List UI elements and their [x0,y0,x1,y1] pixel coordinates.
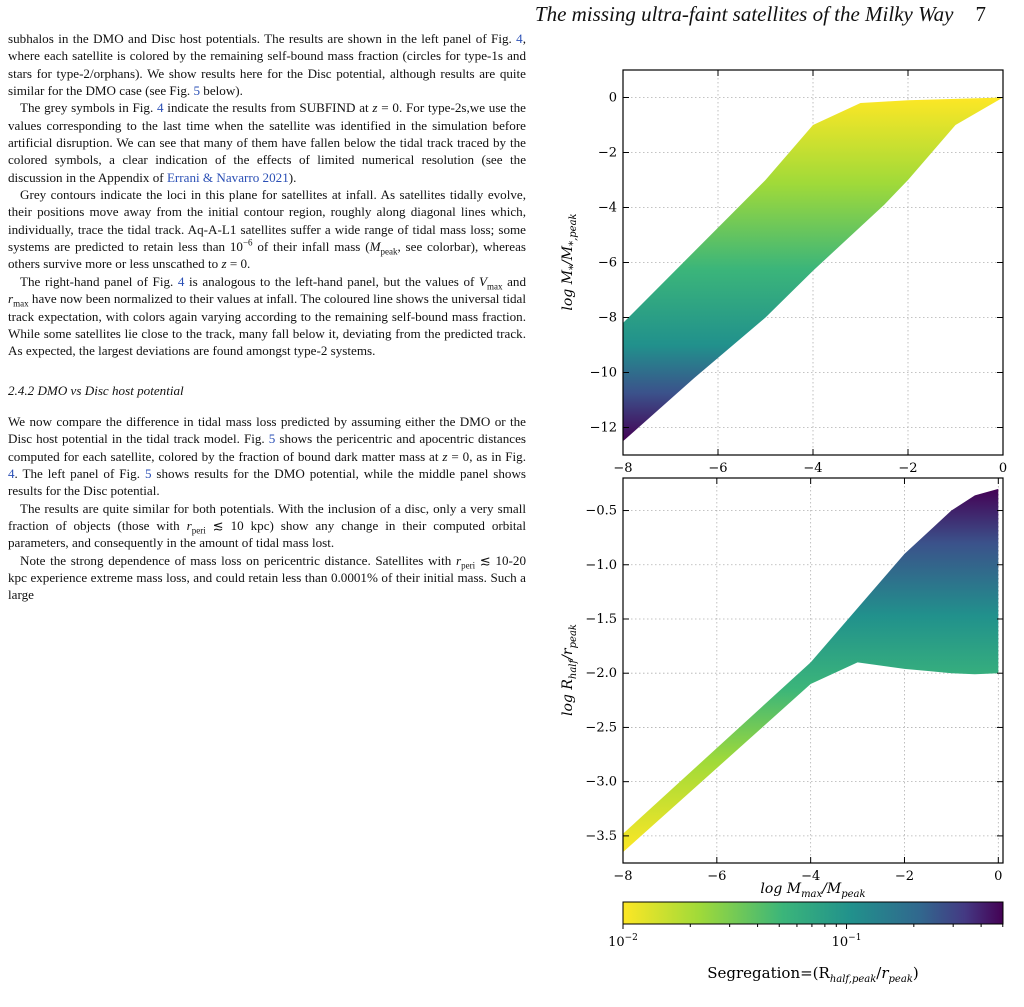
bottom-xlabel: $\log M_{max}/M_{peak}$ [760,881,866,900]
x-tick-label: −4 [803,461,823,476]
paragraph-2: The grey symbols in Fig. 4 indicate the results from SUBFIND at z = 0. For type-2s,we use the values corresponding to the last time when the satellite was identified in the simulation before artificial disruption. We can see that many of them have fallen below the tidal track traced by the colored symbols, a clear indication of the effects of limited numerical resolution (see the discussion in the Appendix of Errani & Navarro 2021). [8,100,526,185]
paragraph-1: subhalos in the DMO and Disc host potentials. The results are shown in the left panel of Fig. 4, where each satellite is colored by the remaining self-bound mass fraction (circles for type-1s and stars for type-2/orphans). We show results here for the Disc potential, although results are quite similar for the DMO case (see Fig. 5 below). [8,31,526,99]
math-symbol: r [456,552,462,568]
colorbar [608,902,1003,985]
y-tick-label: −4 [597,200,617,216]
x-tick-label: 0 [998,461,1008,476]
math-symbol: z [442,448,448,464]
reference-link[interactable]: Errani & Navarro 2021 [166,169,289,185]
bottom-ylabel: $\log R_{half}/r_{peak}$ [560,624,579,716]
y-tick-label: −6 [597,255,617,271]
top-plot [560,70,1007,476]
colorbar-label: $Segregation=(R_{half,peak}/r_{peak})$ [707,964,919,985]
reference-link[interactable]: 5 [144,465,152,481]
subscript: peri [191,525,206,536]
math-symbol: r [8,291,14,307]
text-column [8,30,526,604]
y-tick-label: −1.0 [585,557,617,573]
math-symbol: r [186,517,192,533]
math-symbol: V [478,273,487,289]
reference-link[interactable]: 4 [516,31,523,46]
y-tick-label: −2 [597,145,617,161]
x-tick-label: 0 [994,869,1003,884]
y-tick-label: 0 [608,90,617,106]
x-tick-label: −6 [708,461,728,476]
x-tick-label: −2 [894,869,915,884]
figure [560,0,1020,1007]
x-tick-label: −8 [613,869,633,884]
reference-link[interactable]: 4 [177,273,185,289]
subscript: peri [461,560,476,571]
x-tick-label: −6 [707,869,727,884]
superscript: −6 [242,237,253,248]
math-symbol: z [221,256,227,272]
paragraph-4: The right-hand panel of Fig. 4 is analogous to the left-hand panel, but the values of $V_{max}$ and $r_{max}$ have now been normalized to their values at infall. The coloured line shows the universal tidal track expectation, with colors again varying according to the remaining self-bound mass fraction. While some satellites lie close to the track, many fall below it, deviating from the predicted track. As expected, the largest deviations are found amongst type-2 systems. [8,273,526,359]
x-tick-label: −8 [613,461,633,476]
math-symbol: z [372,100,378,116]
x-tick-label: −2 [898,461,918,476]
section-heading: 2.4.2 DMO vs Disc host potential [8,382,184,398]
top-ylabel: $\log M_*/M_{*,peak}$ [560,213,579,311]
paragraph-7: Note the strong dependence of mass loss on pericentric distance. Satellites with $r_{peri}$ ≲ 10-20 kpc experience extreme mass loss, and could retain less than 0.0001% of their initial mass. Such a large [8,552,527,603]
paragraph-6: The results are quite similar for both potentials. With the inclusion of a disc, only a very small fraction of objects (those with $r_{peri}$ ≲ 10 kpc) show any change in their computed orbital parameters, and consequently in the amount of tidal mass lost. [8,500,526,551]
y-tick-label: −3.5 [585,828,617,844]
colorbar-ticks [608,924,1003,950]
reference-link[interactable]: 5 [268,431,276,447]
running-title: The missing ultra-faint satellites of the Milky Way [534,2,954,26]
paragraph-3: Grey contours indicate the loci in this plane for satellites at infall. As satellites tidally evolve, their positions move away from the initial contour region, roughly along diagonal lines which, individually, trace the tidal track. Aq-A-L1 satellites suffer a wide range of tidal mass loss; some systems are predicted to retain less than $10^{-6}$ of their infall mass ($M_{peak}$, see colorbar), whereas others survive more or less unscathed to z = 0. [8,187,526,272]
colorbar-tick-label: $10^{-2}$ [608,933,638,950]
subscript: max [13,298,29,309]
y-tick-label: −0.5 [585,503,617,519]
y-tick-label: −3.0 [585,774,617,790]
y-tick-label: −2.5 [585,720,617,736]
reference-link[interactable]: 5 [193,83,200,99]
reference-link[interactable]: 4 [8,465,15,481]
y-tick-label: −10 [589,365,617,381]
bottom-plot [560,478,1003,900]
math-symbol: M [369,239,381,255]
reference-link[interactable]: 4 [157,100,164,116]
colorbar-gradient [623,902,1003,924]
colorbar-tick-label: $10^{-1}$ [831,933,862,950]
y-tick-label: −12 [589,420,617,436]
page-number: 7 [975,2,986,26]
subscript: max [486,281,503,292]
y-tick-label: −8 [597,310,617,326]
subscript: peak [380,246,398,257]
y-tick-label: −1.5 [585,611,617,627]
y-tick-label: −2.0 [585,666,617,682]
top-tidal-band [623,98,1003,442]
paragraph-5: We now compare the difference in tidal mass loss predicted by assuming either the DMO or the Disc host potential in the tidal track model. Fig. 5 shows the pericentric and apocentric distances computed for each satellite, colored by the fraction of bound dark matter mass at z = 0, as in Fig. 4. The left panel of Fig. 5 shows results for the DMO potential, while the middle panel shows results for the Disc potential. [8,413,527,499]
x-tick-label: −4 [801,869,821,884]
